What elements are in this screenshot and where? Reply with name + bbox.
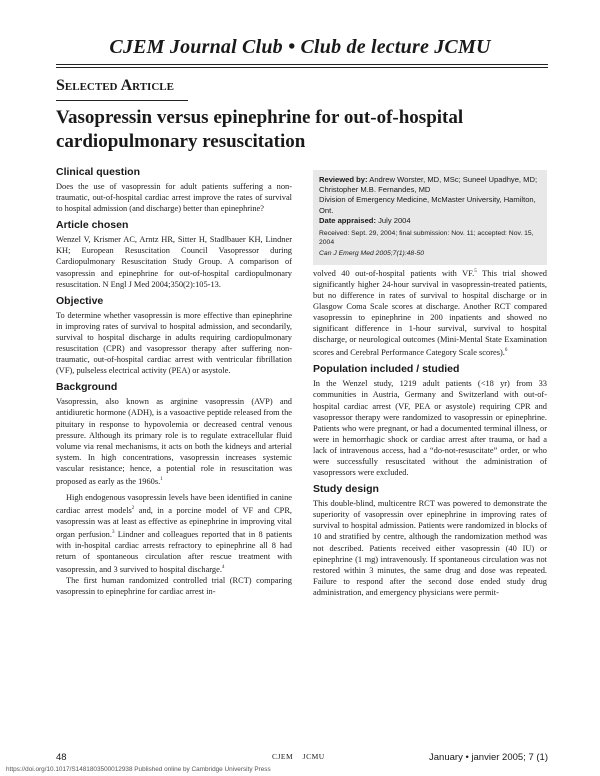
clinical-question-text: Does the use of vasopressin for adult patients suffering a non-traumatic, out-of-hospital cardiac arrest improve the rates of survival to hospital admission (and discharge) better than epinephrine? xyxy=(56,182,292,214)
article-chosen-text: Wenzel V, Krismer AC, Arntz HR, Sitter H, Stadlbauer KH, Lindner KH; European Resuscitation Council Vasopressor during Cardiopulmonary Resuscitation Study Group. A comparison of vasopressin and epinephrine for out-of-hospital cardiopulmonary resuscitation. N Engl J Med 2004;350(2):105-13. xyxy=(56,235,292,289)
article-chosen-heading: Article chosen xyxy=(56,219,129,232)
article-title: Vasopressin versus epinephrine for out-of-hospital cardiopulmonary resuscitation xyxy=(56,107,464,152)
background-paragraph-3: The first human randomized controlled trial (RCT) comparing vasopressin to epinephrine for cardiac arrest in- xyxy=(56,575,292,596)
header-rule-bottom xyxy=(56,67,548,68)
page-number: 48 xyxy=(56,752,67,763)
reviewers: Reviewed by: Andrew Worster, MD, MSc; Suneel Upadhye, MD; Christopher M.B. Fernandes, MD xyxy=(319,175,538,195)
left-column xyxy=(56,166,292,597)
review-box xyxy=(313,170,547,265)
objective-heading: Objective xyxy=(56,294,104,307)
continued-text: volved 40 out-of-hospital patients with VF.$^5$ This trial showed significantly higher 24-hour survival in vasopressin-treated patients, but no difference in rates of survival to hospital discharge or in Glasgow Coma Scale scores at discharge. Another RCT compared vasopressin to epinephrine in 200 inpatients and showed no significant difference in 1-hour survival, survival to hospital discharge, or neurological outcomes (Mini-Mental State Examination scores and Cerebral Performance Category Scale scores).$^6$ xyxy=(313,268,547,358)
population-heading: Population included / studied xyxy=(313,363,460,376)
right-column xyxy=(313,266,547,603)
study-design-heading: Study design xyxy=(313,483,379,496)
affiliation: Division of Emergency Medicine, McMaster University, Hamilton, Ont. xyxy=(319,195,536,215)
header-rule-top xyxy=(56,64,548,65)
population-text: In the Wenzel study, 1219 adult patients (<18 yr) from 33 communities in Austria, Germany and Switzerland with out-of-hospital cardiac arrest (VF, PEA or asystole) requiring CPR and vasopressor therapy were randomized to vasopressin or epinephrine. Patients who were pregnant, or had a documented terminal illness, or were in hemorrhagic shock or cardiac arrest after trauma, or had a lack of intravenous access, had a “do-not-resuscitate” order, or who were successfully resuscitated without the administration of vasopressors were excluded. xyxy=(313,379,547,478)
objective-text: To determine whether vasopressin is more effective than epinephrine in improving rates of survival to hospital admission, and secondarily, survival to hospital discharge in adults requiring cardiopulmonary resuscitation (CPR) and vasopressor therapy after suffering non-traumatic, out-of-hospital cardiac arrest with ventricular fibrillation (VF), pulseless electrical activity (PEA) or asystole. xyxy=(56,310,292,376)
doi-link[interactable]: https://doi.org/10.1017/S1481803500012938 Published online by Cambridge University Press xyxy=(6,766,271,773)
received-dates: Received: Sept. 29, 2004; final submission: Nov. 11; accepted: Nov. 15, 2004 xyxy=(319,230,534,247)
study-design-text: This double-blind, multicentre RCT was powered to demonstrate the superiority of vasopressin over epinephrine in improving rates of survival to hospital admission. Patients were randomized in blocks of 10 and stratified by centre, although the randomization method was not described. Patients received either vasopressin (40 IU) or epinephrine (1 mg) intravenously. If spontaneous circulation was not restored within 3 minutes, the same drug and dose was repeated. Failure to respond after the second dose ended study drug administration, and emergency physicians were permit- xyxy=(313,499,547,597)
background-heading: Background xyxy=(56,381,118,394)
journal-header: CJEM Journal Club • Club de lecture JCMU xyxy=(109,36,491,58)
footer-journal: CJEM JCMU xyxy=(272,752,325,761)
footer-issue: January • janvier 2005; 7 (1) xyxy=(429,752,548,763)
section-label: Selected Article xyxy=(56,77,174,94)
citation: Can J Emerg Med 2005;7(1):48-50 xyxy=(319,250,425,258)
section-underline xyxy=(56,100,188,101)
date-appraised: Date appraised: July 2004 xyxy=(319,215,411,225)
clinical-question-heading: Clinical question xyxy=(56,166,141,178)
background-paragraph-1: Vasopressin, also known as arginine vasopressin (AVP) and antidiuretic hormone (ADH), is a vasoactive peptide released from the pituitary in response to hypovolemia or decreased central venous pressure. Although its primary role is to regulate extracellular fluid volume via renal mechanisms, it acts on both the kidneys and arterial system. In high concentrations, vasopressin increases systemic vascular resistance; hence, a potential role in resuscitation was proposed as early as the 1960s.$^1$ xyxy=(56,397,292,486)
background-paragraph-2: High endogenous vasopressin levels have been identified in canine cardiac arrest models$^2$ and, in a porcine model of VF and CPR, vasopressin was at least as effective as epinephrine in improving vital organ perfusion.$^3$ Lindner and colleagues reported that in 8 patients with in-hospital cardiac arrests refractory to epinephrine all 8 had return of spontaneous circulation after rescue treatment with vasopressin, and 3 survived to hospital discharge.$^4$ xyxy=(56,492,293,574)
